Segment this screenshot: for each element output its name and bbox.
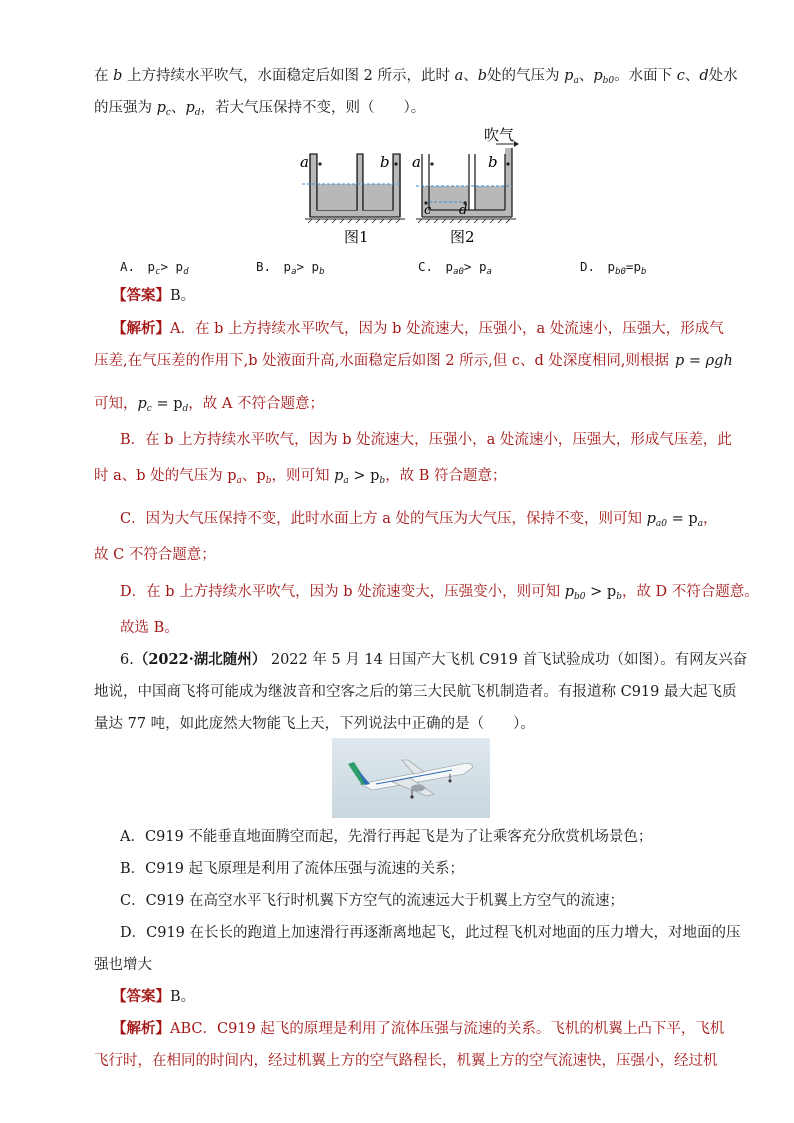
text: 量达 77 吨，如此庞然大物能飞上天，下列说法中正确的是（ ）。 (94, 716, 535, 732)
q6-option-b (120, 859, 464, 879)
text: 、 (463, 68, 478, 84)
t: C. p (418, 259, 454, 274)
q5-analysis-1 (112, 319, 724, 339)
text: 2022 年 5 月 14 日国产大飞机 C919 首飞试验成功（如图）。有网友兴奋 (266, 652, 748, 668)
intro-line-2 (94, 98, 425, 123)
t: = p (151, 396, 183, 412)
s: b (319, 267, 325, 277)
t: C．因为大气压保持不变，此时水面上方 a 处的气压为大气压，保持不变，则可知 (120, 511, 647, 527)
text: D．C919 在长长的跑道上加速滑行再逐渐离地起飞，此过程飞机对地面的压力增大，对地面的压 (120, 925, 741, 941)
q6-analysis-1 (112, 1019, 724, 1039)
option-b (256, 257, 325, 277)
text: ，故 A 不符合题意； (188, 396, 324, 412)
p: p (137, 396, 147, 412)
q-num: 6. (120, 652, 134, 668)
text: A．在 b 上方持续水平吹气，因为 b 处流速大，压强小，a 处流速小，压强大，形成气 (170, 321, 724, 337)
var-c: c (676, 68, 685, 84)
label-b: b (488, 153, 498, 171)
label-a: a (300, 153, 309, 171)
q5-analysis-c2 (94, 545, 216, 565)
analysis-label: 【解析】 (112, 320, 170, 337)
s: b (640, 267, 647, 277)
t: B. p (256, 259, 292, 274)
var-b: b (477, 68, 488, 84)
q5-analysis-3 (94, 394, 324, 419)
q6-line-2 (94, 682, 737, 702)
s: a (697, 519, 703, 529)
fig2-tube (416, 141, 519, 223)
text: 的压强为 (94, 100, 157, 116)
answer-value: B。 (170, 989, 196, 1005)
s: d (183, 267, 189, 277)
answer-label: 【答案】 (112, 988, 170, 1005)
text: A．C919 不能垂直地面腾空而起，先滑行再起飞是为了让乘客充分欣赏机场景色； (120, 829, 653, 845)
text: 可知， (94, 396, 138, 412)
p: p (646, 511, 656, 527)
q-source: （2022·湖北随州） (133, 651, 267, 668)
s: a0 (655, 519, 667, 529)
q6-option-a (120, 827, 652, 847)
s: a (291, 267, 297, 277)
q6-option-d-1 (120, 923, 741, 943)
text: 、 (684, 68, 700, 84)
fig1-caption: 图1 (344, 228, 369, 246)
blow-label: 吹气 (484, 126, 515, 144)
s: a (236, 476, 242, 486)
t: 、p (241, 468, 266, 484)
formula: p = ρgh (675, 353, 733, 369)
q5-conclusion (120, 618, 179, 638)
option-c (418, 257, 492, 277)
q6-option-c (120, 891, 624, 911)
t: D. p (580, 259, 616, 274)
t: ， (703, 511, 718, 527)
q6-line-1 (120, 650, 747, 670)
t: > p (463, 259, 487, 274)
p: p (564, 68, 574, 84)
t: > p (348, 468, 380, 484)
text: 、 (578, 68, 594, 84)
label-a: a (412, 153, 421, 171)
q5-analysis-c1 (120, 509, 718, 534)
s: a (486, 267, 492, 277)
text: 故 C 不符合题意； (94, 547, 216, 563)
t: > p (160, 259, 184, 274)
t: > p (296, 259, 320, 274)
s: b (265, 476, 272, 486)
text: 上方持续水平吹气，水面稳定后如图 2 所示，此时 (122, 68, 455, 84)
p: p (185, 100, 195, 116)
q6-analysis-2 (94, 1051, 718, 1071)
t: =p (625, 259, 641, 274)
option-d (580, 257, 646, 277)
p: p (593, 68, 603, 84)
c919-airplane-photo (332, 738, 490, 818)
text: 。水面下 (614, 68, 677, 84)
t: = p (666, 511, 698, 527)
q5-analysis-2 (94, 351, 733, 371)
text: 处的气压为 (487, 68, 565, 84)
text: 、 (170, 100, 186, 116)
option-a (120, 257, 189, 277)
s: d (182, 404, 189, 414)
text: C．C919 在高空水平飞行时机翼下方空气的流速远大于机翼上方空气的流速； (120, 893, 624, 909)
q6-option-d-2 (94, 955, 152, 975)
s: b (616, 592, 622, 602)
p: p (564, 584, 575, 600)
label-b: b (380, 153, 390, 171)
label-c: c (424, 203, 432, 218)
t: D．在 b 上方持续水平吹气，因为 b 处流速变大，压强变小，则可知 (120, 584, 565, 600)
text: ，若大气压保持不变，则（ ）。 (200, 100, 426, 116)
s: b (379, 476, 386, 486)
s: c (155, 267, 161, 277)
q6-answer (112, 987, 195, 1007)
t: A. p (120, 259, 156, 274)
u-tube-figure (300, 122, 520, 247)
q6-line-3 (94, 714, 535, 734)
s: b0 (574, 592, 586, 602)
text: 在 (94, 68, 114, 84)
text: ABC．C919 起飞的原理是利用了流体压强与流速的关系。飞机的机翼上凸下平，飞机 (170, 1021, 725, 1037)
text: 飞行时，在相同的时间内，经过机翼上方的空气路程长，机翼上方的空气流速快，压强小，经过机 (94, 1053, 718, 1069)
var-d: d (699, 68, 709, 84)
sub: b0 (602, 76, 615, 86)
text: B．C919 起飞原理是利用了流体压强与流速的关系； (120, 861, 465, 877)
s: b0 (615, 267, 626, 277)
q5-answer (112, 286, 195, 306)
q5-analysis-d1 (120, 582, 759, 607)
var-b: b (113, 68, 123, 84)
sub: c (165, 108, 171, 118)
s: a0 (453, 267, 464, 277)
t: ，故 D 不符合题意。 (621, 584, 759, 600)
text: 故选 B。 (120, 620, 179, 636)
analysis-label: 【解析】 (112, 1020, 170, 1037)
intro-line-1 (94, 66, 738, 91)
t: > p (585, 584, 617, 600)
sub: d (194, 108, 201, 118)
text: 地说，中国商飞将可能成为继波音和空客之后的第三大民航飞机制造者。有报道称 C919 最大起飞质 (94, 684, 737, 700)
t: 时 a、b 处的气压为 p (94, 468, 237, 484)
p: p (334, 468, 344, 484)
p: p (156, 100, 166, 116)
s: a (343, 476, 349, 486)
var-a: a (454, 68, 464, 84)
t: ，故 B 符合题意； (385, 468, 507, 484)
text: B．在 b 上方持续水平吹气，因为 b 处流速大，压强小，a 处流速小，压强大，形成气压差，此 (120, 432, 732, 448)
q5-analysis-b1 (120, 430, 732, 450)
text: 压差,在气压差的作用下,b 处液面升高,水面稳定后如图 2 所示,但 c、d 处深度相同,则根据 (94, 353, 669, 369)
t: ，则可知 (271, 468, 335, 484)
text: 处水 (708, 68, 738, 84)
text: 强也增大 (94, 957, 152, 973)
s: c (146, 404, 152, 414)
fig2-caption: 图2 (450, 228, 475, 246)
q5-analysis-b2 (94, 466, 507, 491)
sub: a (573, 76, 579, 86)
label-d: d (459, 203, 468, 218)
answer-label: 【答案】 (112, 287, 170, 304)
answer-value: B。 (170, 288, 196, 304)
